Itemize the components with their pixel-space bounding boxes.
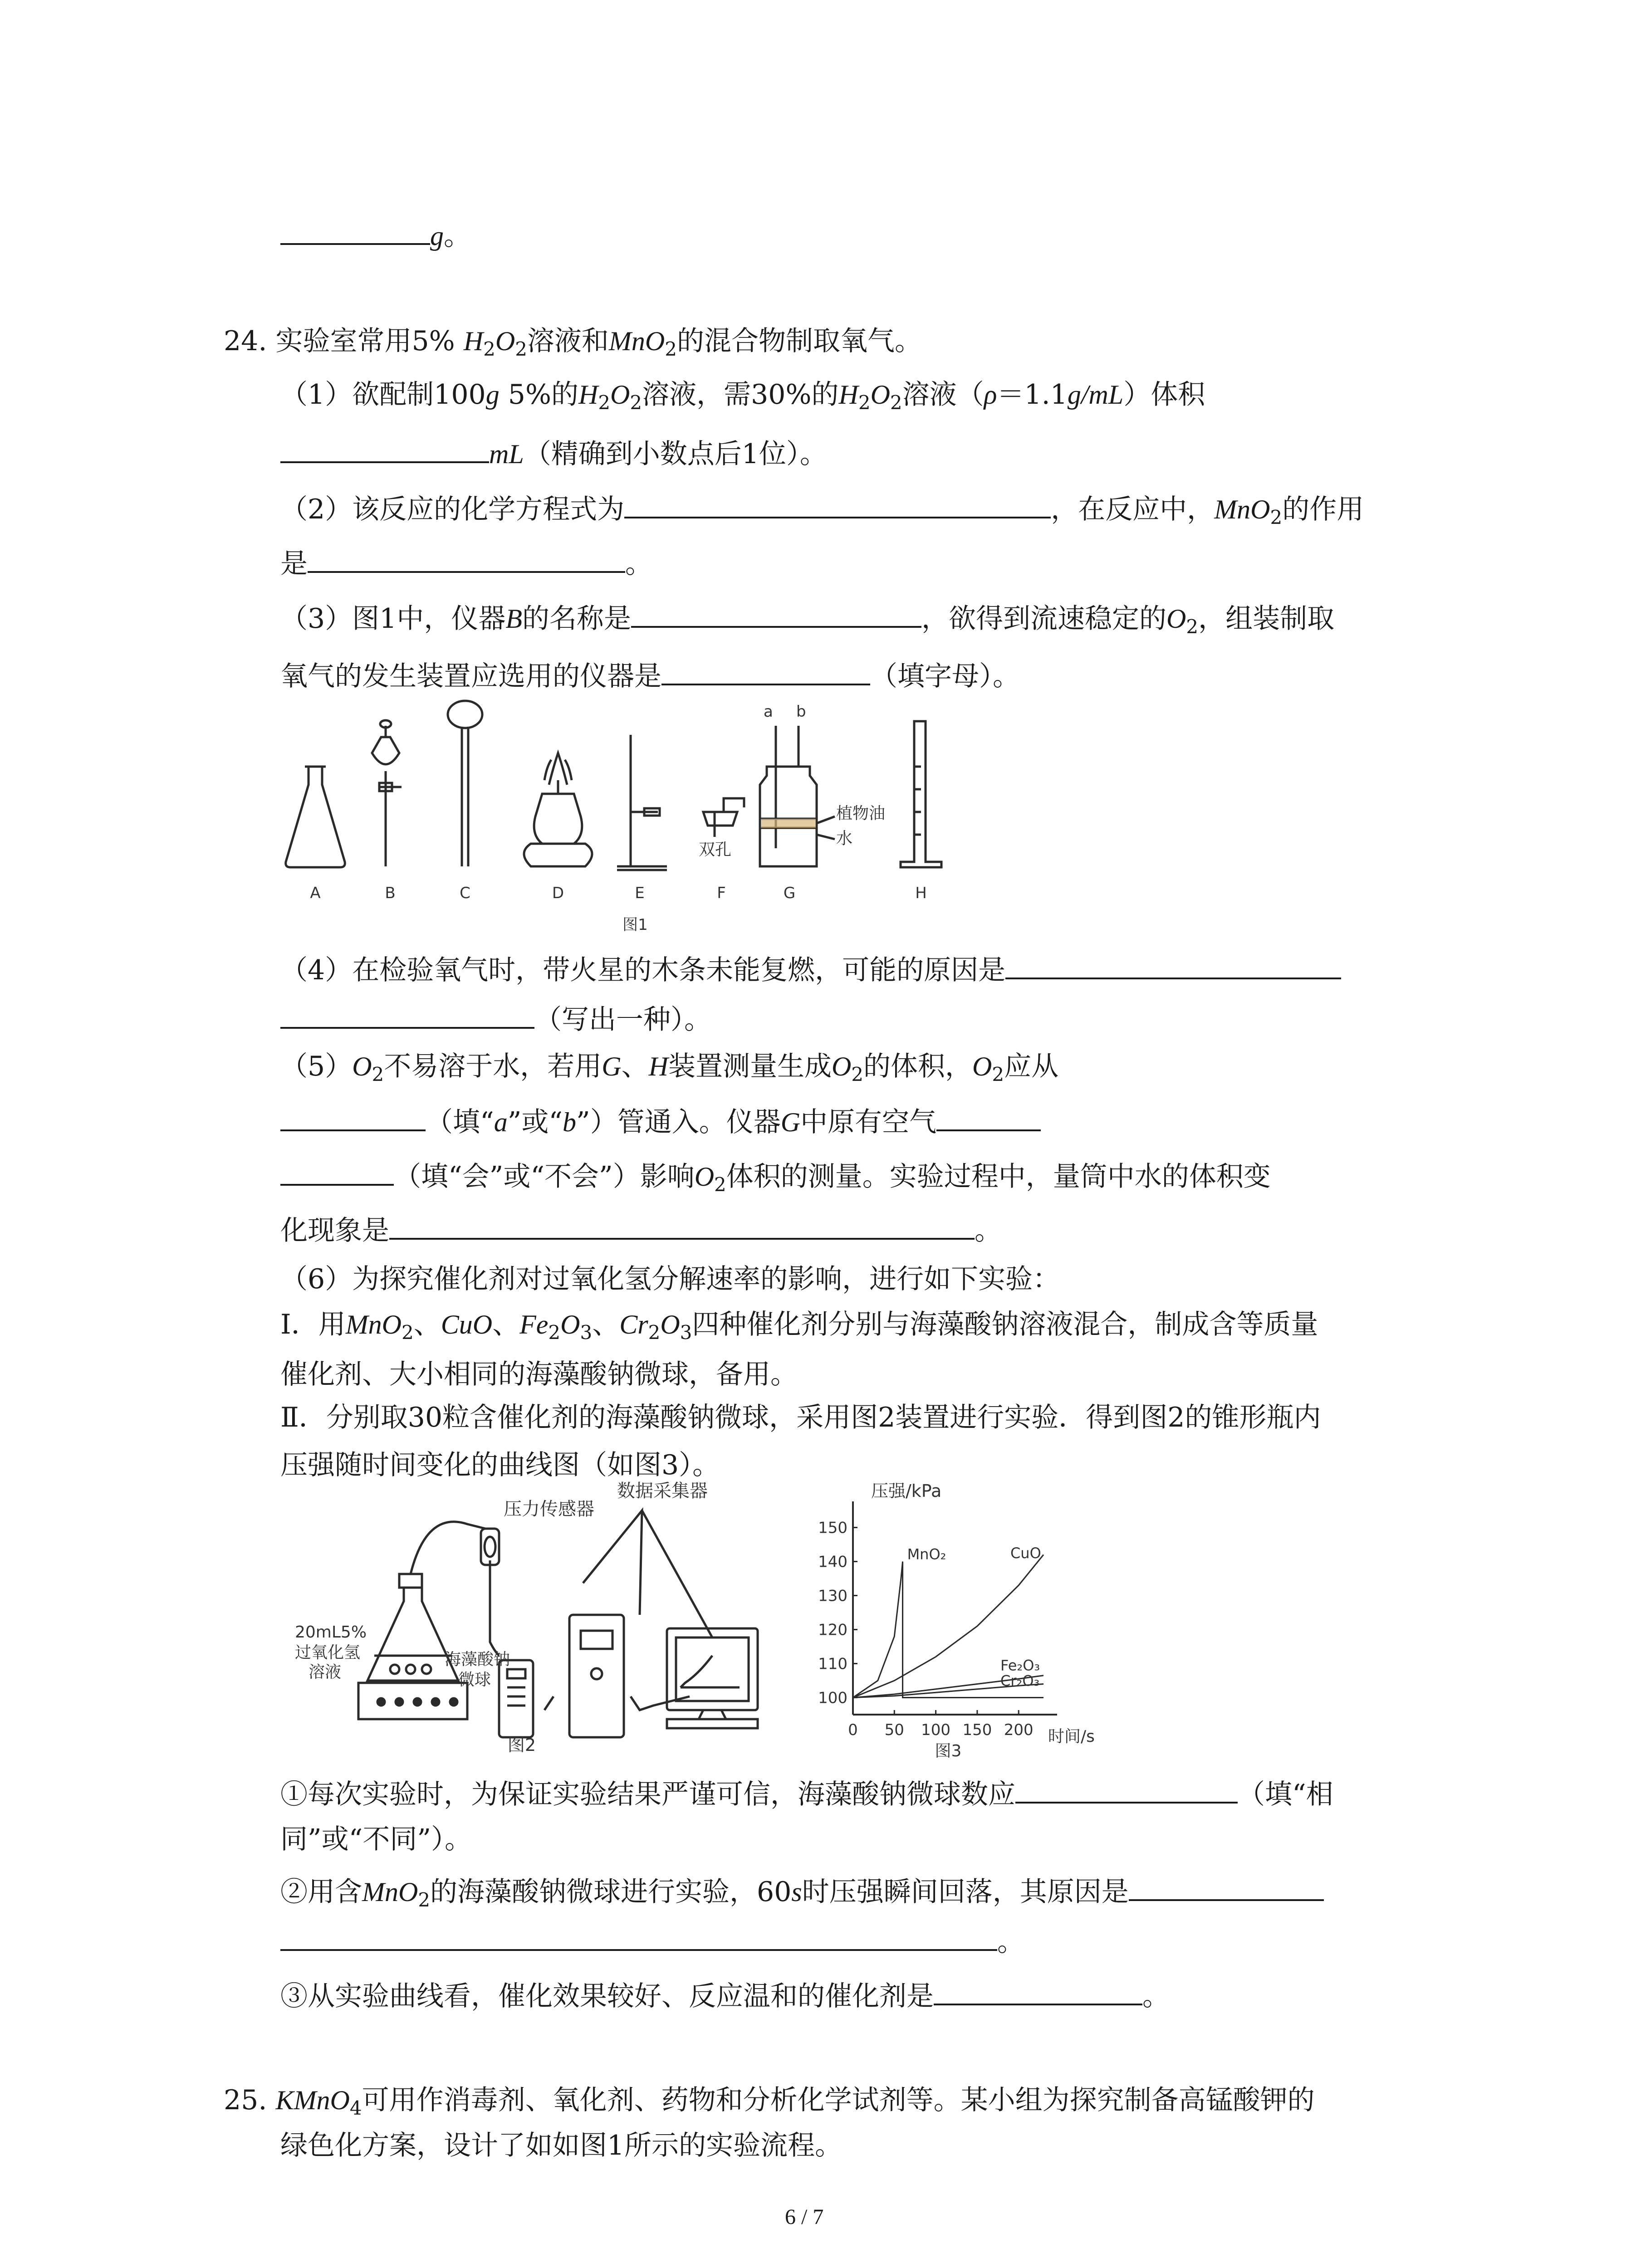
figure-3-caption: 图3 [935, 1742, 962, 1760]
best-catalyst-blank[interactable] [934, 1975, 1142, 2005]
air-effect-blank-cont[interactable] [280, 1156, 394, 1186]
q24-question2-line2: 。 [280, 1921, 1024, 1960]
solution-label-3: 溶液 [309, 1663, 342, 1681]
long-neck-funnel-C [448, 701, 482, 866]
figure-1-caption: 图1 [622, 916, 648, 934]
q24-question2: ②用含MnO$_2$的海藻酸钠微球进行实验，60s时压强瞬间回落，其原因是 [280, 1871, 1324, 1918]
x-tick-label: 100 [921, 1721, 951, 1739]
q24-part1: （1）欲配制100g 5%的$H_2O_2$溶液，需30%的$H_2O_2$溶液（ρ＝1.1g/mL）体积 [280, 379, 1205, 414]
y-tick-label: 150 [818, 1519, 847, 1537]
q24-question1: ①每次实验时，为保证实验结果严谨可信，海藻酸钠微球数应 （填“相 [280, 1774, 1333, 1813]
conical-flask-A [286, 767, 345, 867]
q24-part5-line4: 化现象是 。 [280, 1210, 1002, 1249]
x-tick-label: 0 [848, 1721, 858, 1739]
reason-blank-cont[interactable] [280, 999, 534, 1029]
computer-monitor [667, 1628, 758, 1728]
y-tick-label: 130 [818, 1587, 847, 1605]
g-tube-a-label: a [764, 703, 773, 721]
y-tick-label: 100 [818, 1689, 847, 1707]
two-hole-label: 双孔 [699, 841, 732, 859]
q24-part4-line2: （写出一种）。 [280, 999, 711, 1038]
q24-part6-step2-line2: 压强随时间变化的曲线图（如图3）。 [280, 1449, 720, 1481]
q24-part3: （3）图1中，仪器B的名称是 ，欲得到流速稳定的$O_2$，组装制取 [280, 598, 1334, 645]
label-C: C [460, 884, 470, 902]
q24-question1-line2: 同”或“不同”）。 [280, 1823, 472, 1855]
q24-part6: （6）为探究催化剂对过氧化氢分解速率的影响，进行如下实验： [280, 1263, 1060, 1295]
beads-label-2: 微球 [458, 1671, 491, 1689]
answer-blank[interactable] [280, 215, 430, 245]
alcohol-lamp-D [524, 753, 592, 866]
figure-2-apparatus [290, 1481, 771, 1755]
drop-reason-blank-cont[interactable] [280, 1921, 997, 1951]
inlet-blank[interactable] [280, 1101, 426, 1131]
series-label: CuO [1010, 1545, 1041, 1562]
separatory-funnel-B [372, 720, 402, 866]
air-effect-blank[interactable] [936, 1101, 1041, 1131]
oil-layer [761, 819, 816, 828]
q24-part2-line2: 是 。 [280, 543, 652, 582]
q24-intro: 24. 实验室常用5% $H_2O_2$溶液和MnO$_2$的混合物制取氧气。 [224, 325, 922, 360]
q24-part6-step2: Ⅱ．分别取30粒含催化剂的海藻酸钠微球，采用图2装置进行实验．得到图2的锥形瓶内 [280, 1402, 1321, 1433]
label-E: E [635, 884, 645, 902]
q24-part3-line2: 氧气的发生装置应选用的仪器是 （填字母）。 [280, 655, 1020, 694]
data-collector [569, 1615, 624, 1737]
water-change-blank[interactable] [389, 1210, 975, 1240]
gas-bottle-G [760, 726, 835, 866]
q24-part4: （4）在检验氧气时，带火星的木条未能复燃，可能的原因是 [280, 949, 1341, 988]
label-G: G [783, 884, 796, 902]
x-tick-label: 50 [884, 1721, 904, 1739]
instruments-blank[interactable] [661, 655, 870, 685]
series-label: MnO₂ [907, 1545, 946, 1563]
series-label: Cr₂O₃ [1000, 1672, 1040, 1690]
reason-blank[interactable] [1005, 949, 1341, 979]
q24-part6-step1: Ⅰ．用MnO$_2$、CuO、$Fe_2O_3$、$Cr_2O_3$四种催化剂分别与海藻酸钠溶液混合，制成含等质量 [280, 1309, 1318, 1344]
label-D: D [552, 884, 564, 902]
y-tick-label: 140 [818, 1553, 847, 1571]
q25-line2: 绿色化方案，设计了如如图1所示的实验流程。 [280, 2130, 843, 2161]
pressure-sensor-label: 压力传感器 [504, 1499, 594, 1520]
x-tick-label: 150 [962, 1721, 992, 1739]
beads-label-1: 海藻酸钠 [445, 1650, 510, 1669]
q24-part5-line2: （填“a”或“b”）管通入。仪器G中原有空气 [280, 1101, 1041, 1140]
drop-reason-blank[interactable] [1129, 1871, 1324, 1901]
y-tick-label: 120 [818, 1621, 847, 1639]
g-tube-b-label: b [796, 703, 806, 721]
iron-stand-E [617, 735, 667, 870]
q24-part1-line2: mL（精确到小数点后1位）。 [280, 433, 827, 472]
q24-part6-step1-line2: 催化剂、大小相同的海藻酸钠微球，备用。 [280, 1359, 798, 1390]
q24-question3: ③从实验曲线看，催化效果较好、反应温和的催化剂是 。 [280, 1975, 1170, 2014]
instrument-name-blank[interactable] [631, 598, 921, 628]
role-blank[interactable] [308, 543, 625, 573]
x-tick-label: 200 [1004, 1721, 1034, 1739]
q24-part2: （2）该反应的化学方程式为 ，在反应中，MnO$_2$的作用 [280, 489, 1364, 536]
chart-xlabel: 时间/s [1048, 1727, 1095, 1746]
series-label: Fe₂O₃ [1000, 1657, 1040, 1674]
label-H: H [915, 884, 927, 902]
label-A: A [310, 884, 321, 902]
pressure-sensor-device [481, 1529, 499, 1565]
two-hole-stopper-F [703, 798, 744, 837]
figure-2-caption: 图2 [507, 1735, 536, 1755]
figure-1-apparatus [272, 699, 944, 943]
label-F: F [717, 884, 726, 902]
answer-line-g: g。 [280, 215, 471, 254]
figure-3-pressure-chart [808, 1479, 1095, 1760]
measuring-cylinder-H [901, 721, 941, 867]
solution-label-1: 20mL5% [295, 1623, 367, 1642]
sensor-box [499, 1660, 533, 1737]
q24-part5: $(5)O_2$不易溶于水，若用G、H装置测量生成$O_2$的体积，$O_2$应从 [280, 1051, 1059, 1085]
volume-blank[interactable] [280, 433, 489, 463]
y-tick-label: 110 [818, 1655, 847, 1673]
equation-blank[interactable] [624, 489, 1051, 518]
q24-part5-line3: （填“会”或“不会”）影响$O_2$体积的测量。实验过程中，量筒中水的体积变 [280, 1156, 1271, 1203]
label-B: B [385, 884, 396, 902]
bead-count-blank[interactable] [1015, 1774, 1238, 1804]
solution-label-2: 过氧化氢 [295, 1643, 361, 1662]
oil-label: 植物油 [836, 804, 886, 823]
q25-line1: 25. KMnO$_4$可用作消毒剂、氧化剂、药物和分析化学试剂等。某小组为探究制备高锰酸钾的 [224, 2084, 1315, 2119]
chart-ylabel: 压强/kPa [871, 1481, 942, 1501]
data-collector-label: 数据采集器 [617, 1481, 708, 1501]
page-number: 6 / 7 [785, 2205, 824, 2229]
hot-plate-stirrer [358, 1683, 467, 1719]
water-label: 水 [836, 829, 853, 848]
